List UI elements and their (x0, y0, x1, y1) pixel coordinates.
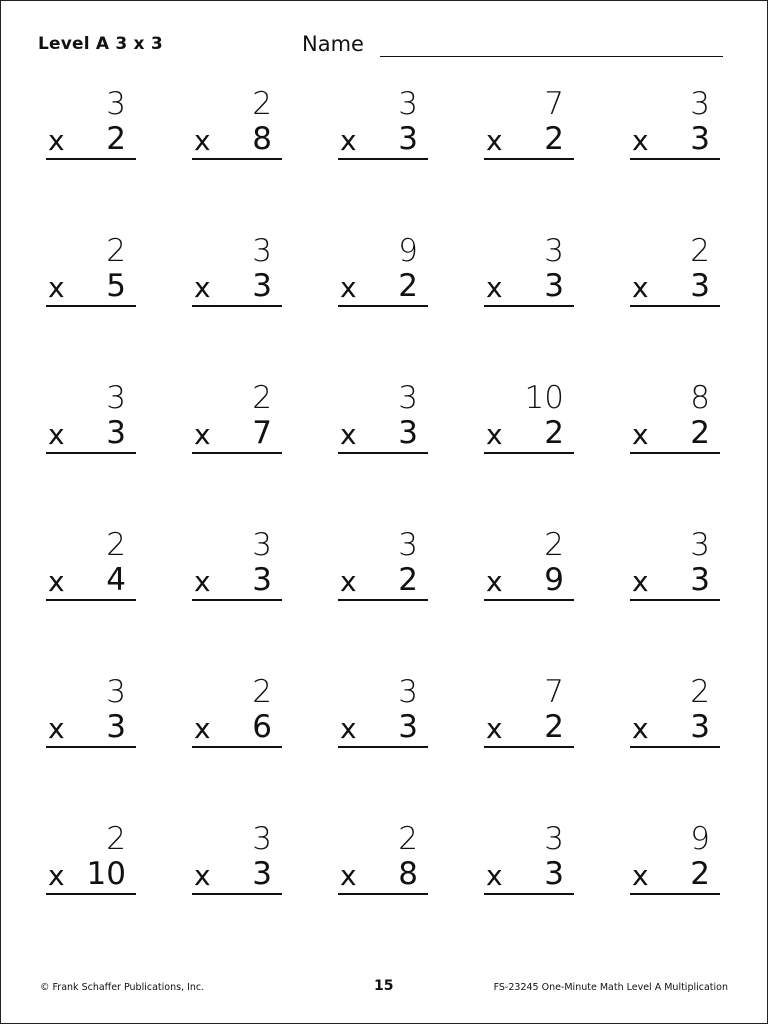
top-factor: 3 (544, 233, 564, 269)
multiplication-problem (628, 380, 720, 480)
bottom-row (486, 415, 564, 451)
bottom-factor: 2 (690, 415, 710, 451)
answer-line[interactable] (192, 158, 282, 160)
top-factor: 3 (690, 86, 710, 122)
bottom-row (48, 268, 126, 304)
answer-line[interactable] (484, 305, 574, 307)
bottom-row (632, 856, 710, 892)
times-sign: x (632, 418, 649, 451)
top-factor: 2 (252, 674, 272, 710)
bottom-factor: 3 (252, 268, 272, 304)
top-factor: 2 (252, 380, 272, 416)
times-sign: x (340, 124, 357, 157)
top-factor: 7 (544, 86, 564, 122)
multiplication-problem (482, 674, 574, 774)
answer-line[interactable] (630, 746, 720, 748)
times-sign: x (194, 124, 211, 157)
bottom-factor: 3 (544, 268, 564, 304)
page-number: 15 (374, 978, 394, 994)
times-sign: x (632, 271, 649, 304)
multiplication-problem (336, 674, 428, 774)
bottom-row (340, 415, 418, 451)
top-factor: 3 (106, 86, 126, 122)
answer-line[interactable] (338, 599, 428, 601)
bottom-factor: 2 (690, 856, 710, 892)
answer-line[interactable] (192, 746, 282, 748)
times-sign: x (632, 565, 649, 598)
times-sign: x (48, 712, 65, 745)
multiplication-problem (336, 233, 428, 333)
bottom-row (486, 562, 564, 598)
bottom-row (194, 709, 272, 745)
bottom-factor: 5 (106, 268, 126, 304)
times-sign: x (486, 124, 503, 157)
times-sign: x (194, 565, 211, 598)
bottom-factor: 2 (398, 268, 418, 304)
times-sign: x (632, 712, 649, 745)
times-sign: x (340, 712, 357, 745)
answer-line[interactable] (338, 746, 428, 748)
bottom-row (194, 121, 272, 157)
top-factor: 3 (544, 821, 564, 857)
answer-line[interactable] (484, 158, 574, 160)
multiplication-problem (628, 86, 720, 186)
multiplication-problem (190, 233, 282, 333)
times-sign: x (194, 859, 211, 892)
answer-line[interactable] (46, 893, 136, 895)
multiplication-problem (44, 233, 136, 333)
times-sign: x (486, 418, 503, 451)
times-sign: x (48, 859, 65, 892)
bottom-factor: 8 (398, 856, 418, 892)
bottom-factor: 3 (106, 415, 126, 451)
multiplication-problem (44, 86, 136, 186)
top-factor: 3 (398, 86, 418, 122)
times-sign: x (632, 859, 649, 892)
top-factor: 8 (690, 380, 710, 416)
bottom-row (340, 709, 418, 745)
answer-line[interactable] (192, 893, 282, 895)
bottom-row (340, 856, 418, 892)
multiplication-problem (628, 233, 720, 333)
multiplication-problem (628, 527, 720, 627)
bottom-factor: 2 (544, 415, 564, 451)
answer-line[interactable] (338, 893, 428, 895)
answer-line[interactable] (46, 158, 136, 160)
top-factor: 2 (106, 233, 126, 269)
times-sign: x (48, 271, 65, 304)
times-sign: x (632, 124, 649, 157)
answer-line[interactable] (484, 746, 574, 748)
top-factor: 3 (398, 527, 418, 563)
bottom-factor: 3 (106, 709, 126, 745)
times-sign: x (194, 418, 211, 451)
bottom-row (48, 709, 126, 745)
bottom-row (194, 856, 272, 892)
bottom-row (48, 856, 126, 892)
answer-line[interactable] (630, 599, 720, 601)
level-title: Level A 3 x 3 (38, 34, 163, 54)
answer-line[interactable] (630, 158, 720, 160)
bottom-factor: 3 (690, 121, 710, 157)
answer-line[interactable] (46, 746, 136, 748)
problem-grid (44, 86, 720, 921)
bottom-row (632, 562, 710, 598)
bottom-row (486, 121, 564, 157)
bottom-row (340, 268, 418, 304)
top-factor: 3 (690, 527, 710, 563)
top-factor: 3 (398, 380, 418, 416)
bottom-factor: 8 (252, 121, 272, 157)
bottom-row (48, 121, 126, 157)
multiplication-problem (44, 821, 136, 921)
answer-line[interactable] (338, 158, 428, 160)
top-factor: 3 (106, 380, 126, 416)
multiplication-problem (190, 380, 282, 480)
bottom-row (48, 415, 126, 451)
bottom-factor: 3 (690, 709, 710, 745)
multiplication-problem (190, 86, 282, 186)
bottom-factor: 6 (252, 709, 272, 745)
top-factor: 2 (252, 86, 272, 122)
answer-line[interactable] (484, 599, 574, 601)
bottom-factor: 3 (398, 709, 418, 745)
answer-line[interactable] (630, 305, 720, 307)
multiplication-problem (482, 527, 574, 627)
answer-line[interactable] (46, 452, 136, 454)
multiplication-problem (482, 821, 574, 921)
multiplication-problem (336, 527, 428, 627)
answer-line[interactable] (192, 305, 282, 307)
top-factor: 2 (106, 527, 126, 563)
bottom-row (194, 268, 272, 304)
bottom-factor: 3 (252, 562, 272, 598)
times-sign: x (340, 859, 357, 892)
bottom-row (194, 415, 272, 451)
bottom-factor: 7 (252, 415, 272, 451)
bottom-factor: 4 (106, 562, 126, 598)
bottom-factor: 2 (544, 709, 564, 745)
top-factor: 3 (252, 527, 272, 563)
times-sign: x (194, 712, 211, 745)
worksheet-header (38, 30, 728, 64)
top-factor: 7 (544, 674, 564, 710)
multiplication-problem (482, 86, 574, 186)
bottom-factor: 3 (690, 562, 710, 598)
bottom-factor: 3 (252, 856, 272, 892)
answer-line[interactable] (338, 452, 428, 454)
top-factor: 2 (690, 233, 710, 269)
bottom-factor: 3 (398, 415, 418, 451)
bottom-row (48, 562, 126, 598)
bottom-row (632, 268, 710, 304)
bottom-factor: 2 (544, 121, 564, 157)
footer (40, 978, 730, 998)
bottom-factor: 9 (544, 562, 564, 598)
top-factor: 9 (398, 233, 418, 269)
top-factor: 9 (690, 821, 710, 857)
multiplication-problem (190, 674, 282, 774)
top-factor: 2 (398, 821, 418, 857)
times-sign: x (48, 565, 65, 598)
bottom-factor: 2 (398, 562, 418, 598)
times-sign: x (194, 271, 211, 304)
times-sign: x (486, 712, 503, 745)
times-sign: x (486, 565, 503, 598)
multiplication-problem (336, 380, 428, 480)
answer-line[interactable] (192, 599, 282, 601)
bottom-row (194, 562, 272, 598)
top-factor: 2 (106, 821, 126, 857)
multiplication-problem (44, 674, 136, 774)
times-sign: x (486, 271, 503, 304)
times-sign: x (486, 859, 503, 892)
bottom-factor: 3 (690, 268, 710, 304)
top-factor: 3 (106, 674, 126, 710)
top-factor: 10 (524, 380, 564, 416)
name-label: Name (302, 32, 364, 56)
copyright-text: © Frank Schaffer Publications, Inc. (40, 982, 205, 993)
bottom-row (486, 856, 564, 892)
top-factor: 2 (690, 674, 710, 710)
answer-line[interactable] (630, 893, 720, 895)
bottom-row (632, 415, 710, 451)
top-factor: 3 (252, 821, 272, 857)
answer-line[interactable] (484, 893, 574, 895)
times-sign: x (48, 418, 65, 451)
bottom-row (340, 562, 418, 598)
multiplication-problem (482, 233, 574, 333)
multiplication-problem (44, 527, 136, 627)
bottom-row (340, 121, 418, 157)
answer-line[interactable] (46, 305, 136, 307)
bottom-row (486, 709, 564, 745)
multiplication-problem (482, 380, 574, 480)
times-sign: x (48, 124, 65, 157)
name-input-line[interactable] (380, 56, 723, 57)
times-sign: x (340, 565, 357, 598)
multiplication-problem (628, 821, 720, 921)
top-factor: 2 (544, 527, 564, 563)
multiplication-problem (336, 821, 428, 921)
bottom-factor: 3 (544, 856, 564, 892)
multiplication-problem (44, 380, 136, 480)
product-code: FS-23245 One-Minute Math Level A Multiplication (493, 982, 728, 993)
bottom-factor: 3 (398, 121, 418, 157)
answer-line[interactable] (46, 599, 136, 601)
multiplication-problem (190, 527, 282, 627)
answer-line[interactable] (484, 452, 574, 454)
answer-line[interactable] (630, 452, 720, 454)
multiplication-problem (628, 674, 720, 774)
bottom-row (632, 121, 710, 157)
times-sign: x (340, 418, 357, 451)
bottom-factor: 2 (106, 121, 126, 157)
multiplication-problem (190, 821, 282, 921)
bottom-factor: 10 (86, 856, 126, 892)
answer-line[interactable] (338, 305, 428, 307)
answer-line[interactable] (192, 452, 282, 454)
bottom-row (486, 268, 564, 304)
bottom-row (632, 709, 710, 745)
times-sign: x (340, 271, 357, 304)
top-factor: 3 (398, 674, 418, 710)
multiplication-problem (336, 86, 428, 186)
top-factor: 3 (252, 233, 272, 269)
